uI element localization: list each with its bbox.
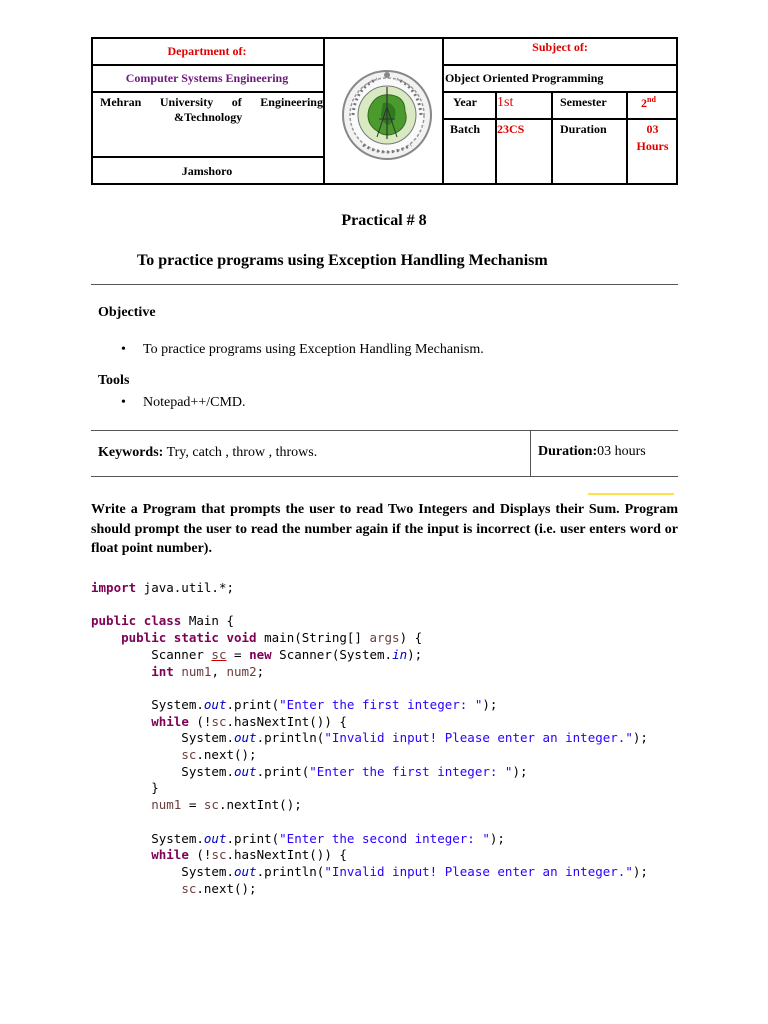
university-line2: &Technology [174, 110, 243, 124]
highlight-mark [588, 493, 674, 495]
header-table [91, 37, 678, 185]
keywords-value: Try, catch , throw , throws. [163, 445, 318, 460]
objective-item: • To practice programs using Exception Handling Mechanism. [143, 342, 484, 358]
keywords [98, 445, 317, 461]
code-block: import java.util.*; public class Main { public static void main(String[] args) { Scanner sc = new Scanner(System.in); int num1, num2; System.out.print("Enter the first integer: "); while (!sc.hasNextInt()) { System.out.println("Invalid input! Please enter an integer."); sc.next(); System.out.print("Enter the first integer: "); } num1 = sc.nextInt(); System.out.print("Enter the second integer: "); while (!sc.hasNextInt()) { System.out.println("Invalid input! Please enter an integer."); sc.next(); [91, 580, 648, 896]
duration-value-2: Hours [636, 139, 669, 153]
department-label: Department of: [167, 44, 247, 58]
semester-label: Semester [560, 95, 607, 109]
divider [91, 284, 678, 285]
batch-value: 23CS [497, 122, 525, 136]
duration-label: Duration [560, 122, 607, 136]
keywords-divider [530, 430, 531, 477]
tools-item: • Notepad++/CMD. [143, 395, 246, 411]
city: Jamshoro [181, 164, 233, 178]
subject-label: Subject of: [532, 40, 588, 54]
department-value: Computer Systems Engineering [125, 71, 289, 85]
practical-title: To practice programs using Exception Handling Mechanism [137, 252, 548, 269]
tools-heading: Tools [98, 373, 130, 388]
keywords-label: Keywords: [98, 445, 164, 460]
duration-label: Duration: [538, 444, 598, 459]
year-value: 1st [497, 95, 514, 110]
year-label: Year [453, 95, 477, 109]
batch-label: Batch [450, 122, 480, 136]
task-text: Write a Program that prompts the user to read Two Integers and Displays their Sum. Program should prompt the user to read the number again if the input is incorrect (i.e. user enters word or float point number). [91, 502, 678, 556]
keywords-top-border [91, 430, 678, 431]
university-seal-logo [339, 67, 435, 168]
subject-value: Object Oriented Programming [445, 71, 604, 85]
practical-number: Practical # 8 [341, 212, 427, 229]
university-line1: Mehran University of Engineering [100, 95, 323, 109]
objective-heading: Objective [98, 305, 156, 320]
duration [538, 444, 646, 460]
duration-value-1: 03 [646, 122, 659, 136]
semester-value: 2nd [641, 95, 656, 110]
keywords-bottom-border [91, 476, 678, 477]
duration-value: 03 hours [597, 444, 646, 459]
